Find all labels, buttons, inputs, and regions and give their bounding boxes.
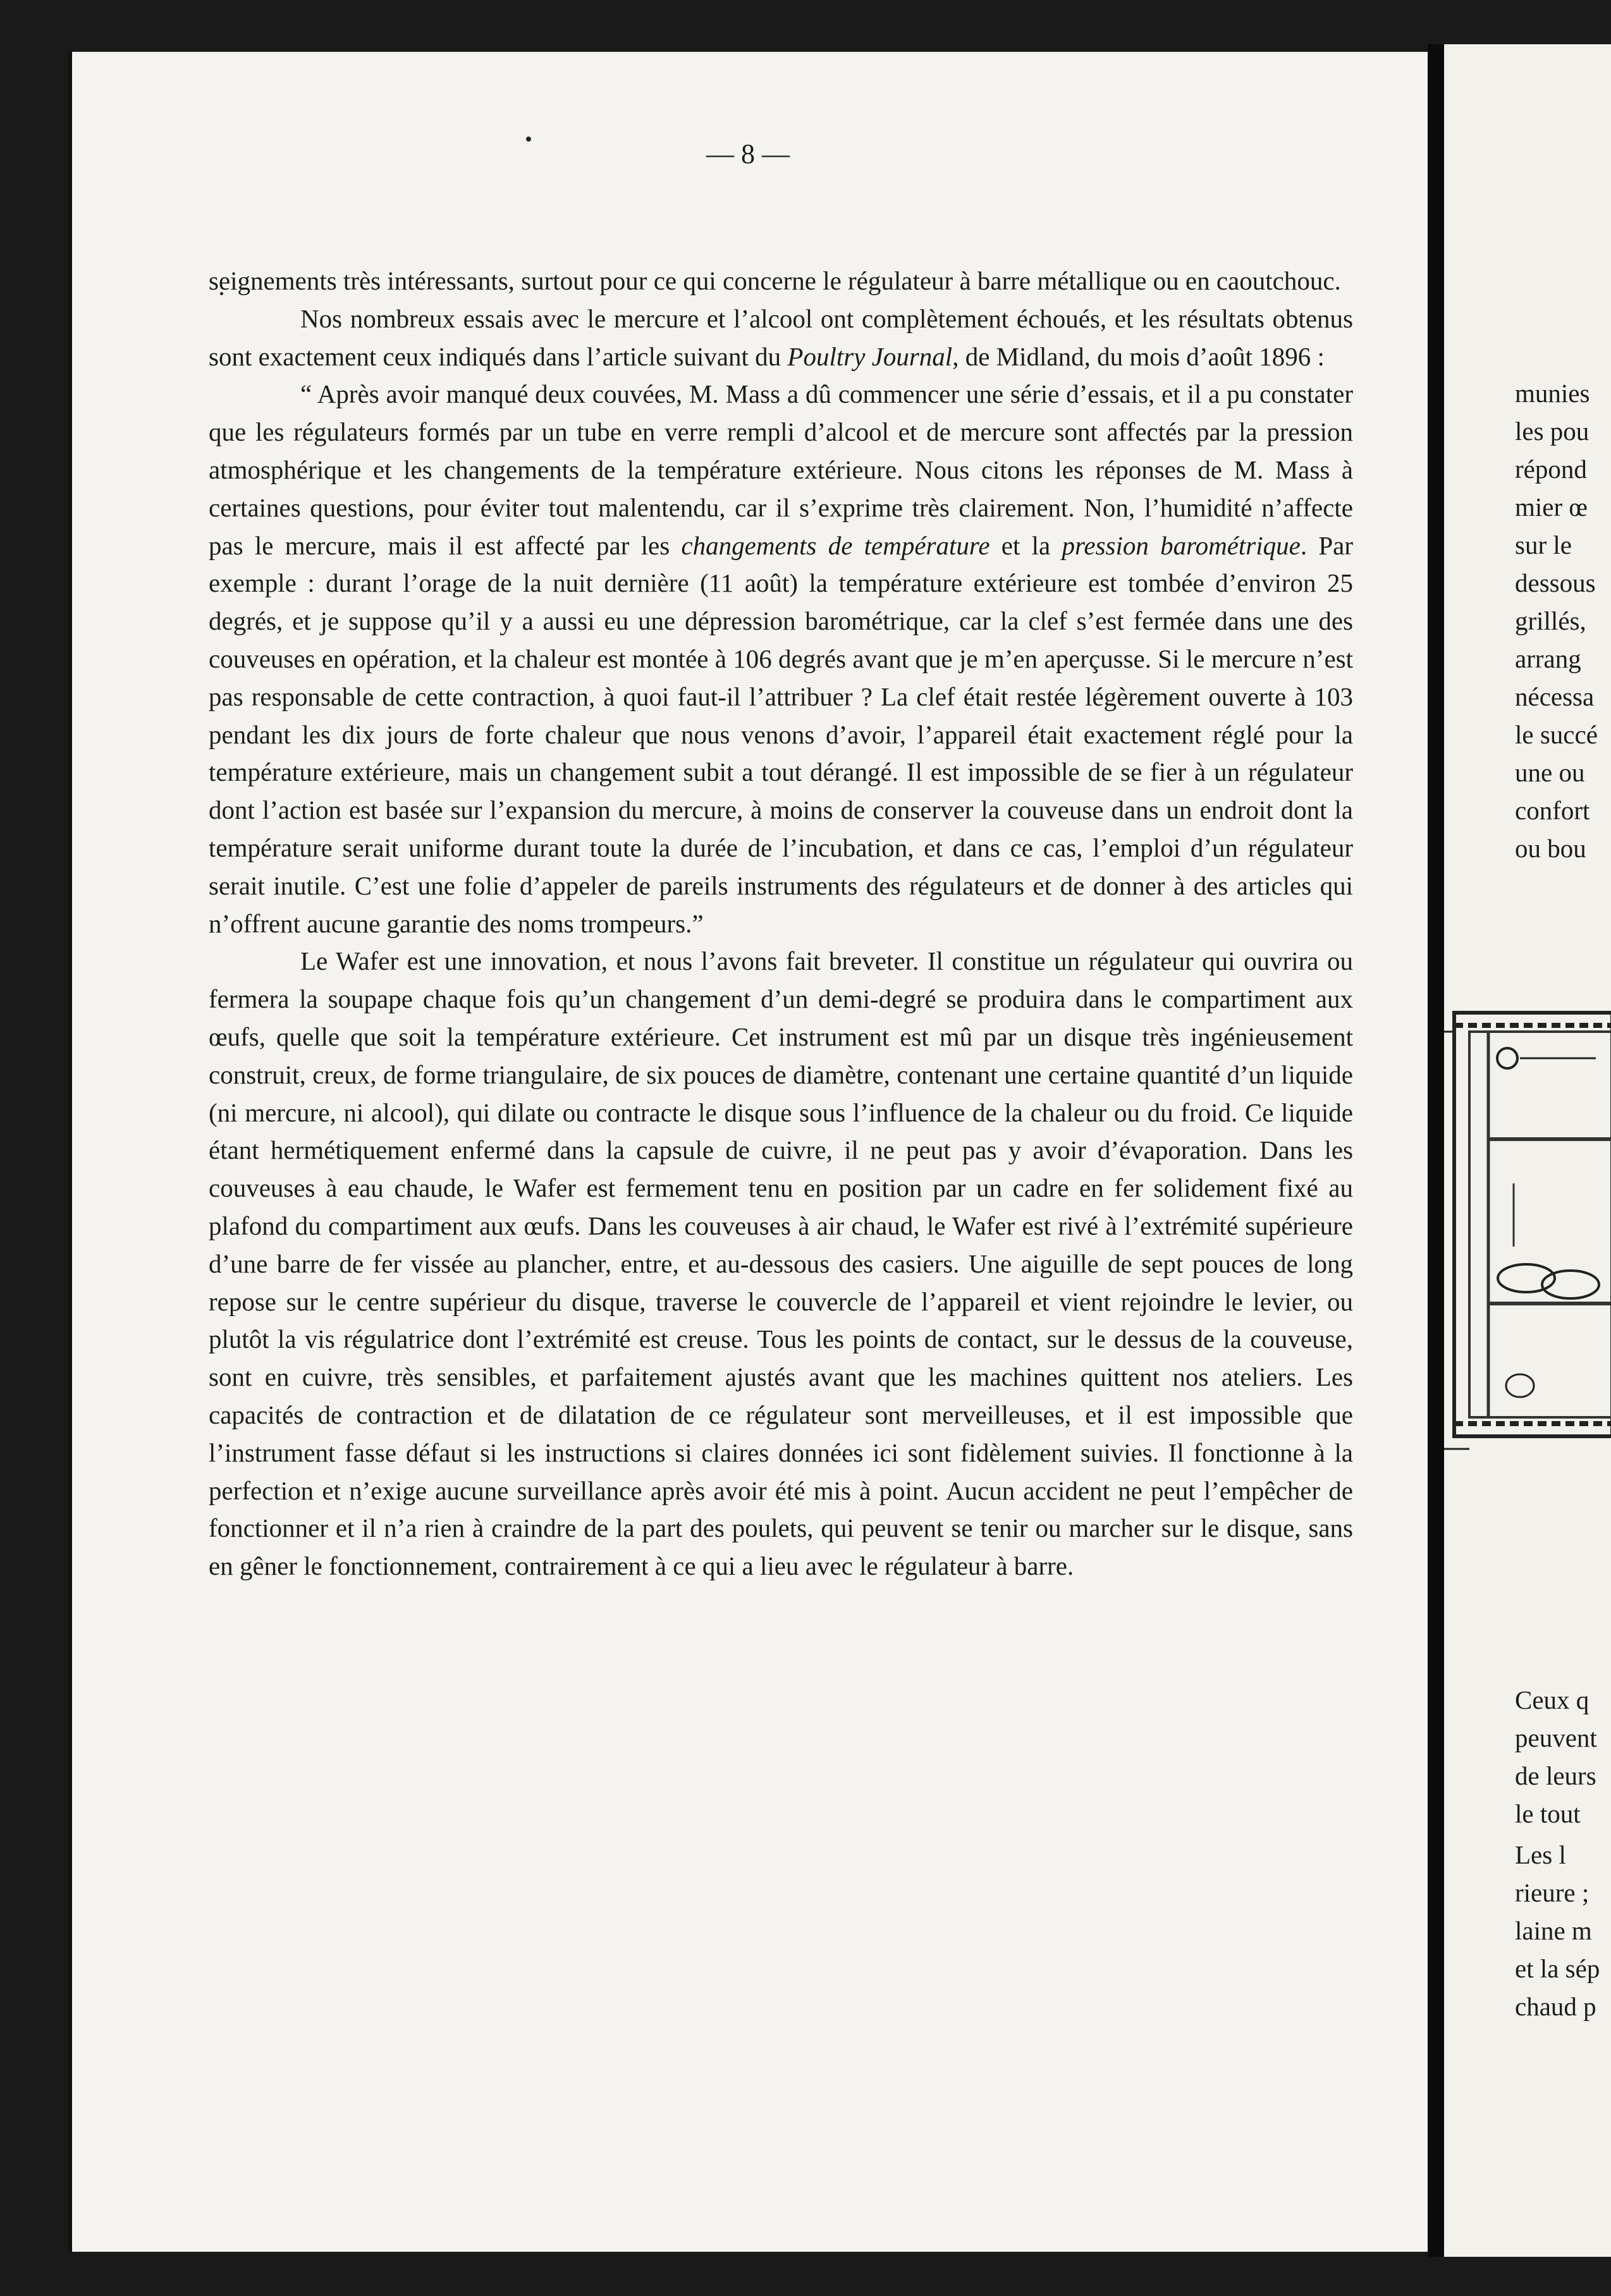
p2-text-a: Nos nombreux essais avec le mercure et l’alcool ont complètement échoués, et les résultats obtenus sont exactement ceux indiqués dans l’article suivant du: [209, 303, 1353, 371]
page-gutter: [1428, 44, 1444, 2257]
p3-italic-1: changements de température: [681, 530, 990, 560]
right-fragment: munies: [1515, 379, 1590, 408]
right-fragment: ou bou: [1515, 834, 1586, 863]
right-fragment: et la sép: [1515, 1954, 1600, 1983]
right-fragment: une ou: [1515, 758, 1585, 787]
journal-title: Poultry Journal: [787, 341, 953, 371]
right-fragment: de leurs: [1515, 1761, 1596, 1790]
p3-text-c: . Par exemple : durant l’orage de la nuit dernière (11 août) la température extérieure est tombée d’environ 25 degrés, et je suppose qu’il y a aussi eu une dépression barométrique, car la clef s’est fermée dans une des couveuses en opération, et la chaleur est montée à 106 degrés avant que je m’en aperçusse. Si le mercure n’est pas responsable de cette contraction, à quoi faut-il l’attribuer ? La clef était restée légèrement ouverte à 103 pendant les dix jours de forte chaleur que nous venons d’avoir, l’appareil était exactement réglé pour la température extérieure, mais un changement subit a tout dérangé. Il est impossible de se fier à un régulateur dont l’action est basée sur l’expansion du mercure, à moins de conserver la couveuse dans un endroit dont la température serait uniforme durant toute la durée de l’incubation, et dans ce cas, l’emploi d’un régulateur serait inutile. C’est une folie d’appeler de pareils instruments des régulateurs et de donner à des articles qui n’offrent aucune garantie des noms trompeurs.”: [209, 530, 1353, 938]
right-fragment: répond: [1515, 455, 1587, 484]
right-fragment: nécessa: [1515, 682, 1595, 711]
paragraph-3: [209, 376, 1353, 943]
right-fragment: Les l: [1515, 1840, 1566, 1869]
p2-text-b: , de Midland, du mois d’août 1896 :: [952, 341, 1325, 371]
right-fragment: chaud p: [1515, 1992, 1596, 2021]
paragraph-1: seignements très intéressants, surtout pour ce qui concerne le régulateur à barre métallique ou en caoutchouc.: [209, 266, 1341, 295]
body-text: [209, 262, 1353, 1585]
right-fragment: arrang: [1515, 644, 1581, 673]
right-fragment: Ceux q: [1515, 1685, 1590, 1714]
right-fragment: grillés,: [1515, 606, 1586, 635]
page-number: — 8 —: [706, 138, 790, 169]
paragraph-2: [209, 300, 1353, 376]
p3-text-b: et la: [989, 530, 1062, 560]
right-fragment: mier œ: [1515, 492, 1588, 522]
right-fragment: le tout: [1515, 1799, 1581, 1828]
incubator-illustration: [1444, 1006, 1611, 1487]
right-fragment: les pou: [1515, 417, 1590, 446]
p3-text-a: “ Après avoir manqué deux couvées, M. Mass a dû commencer une série d’essais, et il a pu constater que les régulateurs formés par un tube en verre rempli d’alcool et de mercure sont affectés par la pression atmosphérique et les changements de la température extérieure. Nous citons les réponses de M. Mass à certaines questions, pour éviter tout malentendu, car il s’exprime très clairement. Non, l’humidité n’affecte pas le mercure, mais il est affecté par les: [209, 379, 1353, 560]
right-fragment: dessous: [1515, 568, 1596, 597]
right-fragment: sur le: [1515, 530, 1572, 559]
paragraph-4: Le Wafer est une innovation, et nous l’avons fait breveter. Il constitue un régulateur qui ouvrira ou fermera la soupape chaque fois qu’un changement d’un demi-degré se produira dans le compartiment aux œufs, quelle que soit la température extérieure. Cet instrument est mû par un disque très ingénieusement construit, creux, de forme triangulaire, de six pouces de diamètre, contenant une certaine quantité d’un liquide (ni mercure, ni alcool), qui dilate ou contracte le disque sous l’influence de la chaleur ou du froid. Ce liquide étant hermétiquement enfermé dans la capsule de cuivre, il ne peut pas y avoir d’évaporation. Dans les couveuses à eau chaude, le Wafer est fermement tenu en position par un cadre en fer solidement fixé au plafond du compartiment aux œufs. Dans les couveuses à air chaud, le Wafer est rivé à l’extrémité supérieure d’une barre de fer vissée au plancher, entre, et au-dessous des casiers. Une aiguille de sept pouces de long repose sur le centre supérieur du disque, traverse le couvercle de l’appareil et vient rejoindre le levier, ou plutôt la vis régulatrice dont l’extrémité est creuse. Tous les points de contact, sur le dessus de la couveuse, sont en cuivre, très sensibles, et parfaitement ajustés avant que les machines quittent nos ateliers. Les capacités de contraction et de dilatation de ce régulateur sont merveilleuses, et il est impossible que l’instrument fasse défaut si les instructions si claires données ici sont fidèlement suivies. Il fonctionne à la perfection et n’exige aucune surveillance après avoir été mis à point. Aucun accident ne peut l’empêcher de fonctionner et il n’a rien à craindre de la part des poulets, qui peuvent se tenir ou marcher sur le disque, sans en gêner le fonctionnement, contrairement à ce qui a lieu avec le régulateur à barre.: [209, 946, 1353, 1581]
right-fragment: laine m: [1515, 1916, 1592, 1945]
right-fragment: confort: [1515, 796, 1590, 825]
right-fragment: rieure ;: [1515, 1878, 1590, 1907]
right-fragment: peuvent: [1515, 1723, 1597, 1752]
right-fragment: le succé: [1515, 720, 1598, 749]
p3-italic-2: pression barométrique: [1062, 530, 1301, 560]
